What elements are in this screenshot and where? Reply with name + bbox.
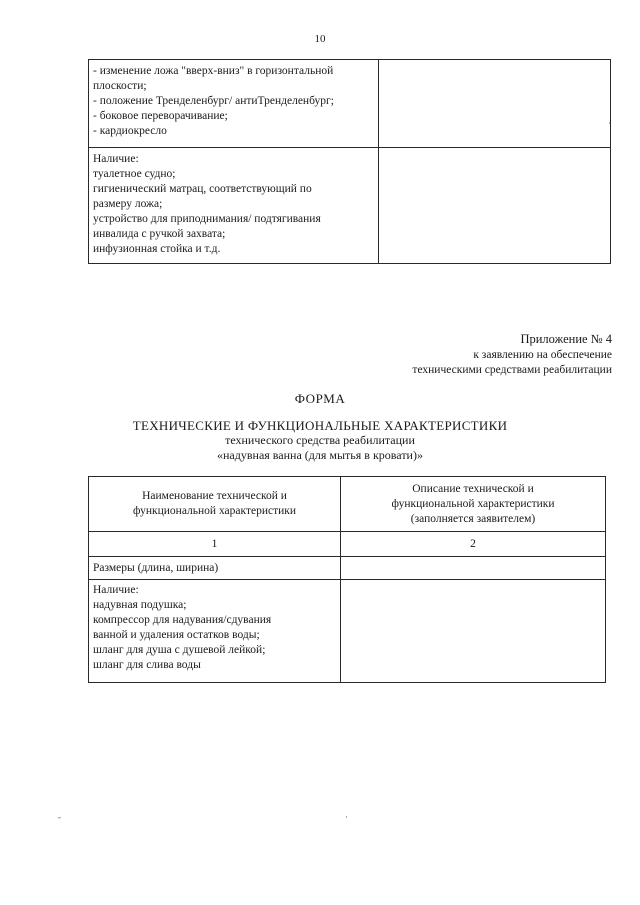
- description-cell[interactable]: [379, 60, 611, 148]
- table-row: [89, 557, 606, 580]
- cell-line: Наличие:: [93, 584, 139, 596]
- cell-line: инвалида с ручкой захвата;: [93, 228, 226, 240]
- appendix-block: [412, 332, 612, 378]
- header-line: функциональной характеристики: [132, 505, 297, 517]
- column-number-row: [89, 532, 606, 557]
- characteristic-cell: [89, 557, 341, 580]
- scan-speck: ·: [608, 118, 611, 128]
- appendix-line: к заявлению на обеспечение: [473, 349, 612, 361]
- table-header-row: [89, 477, 606, 532]
- header-line: функциональной характеристики: [391, 497, 555, 510]
- cell-line: шланг для душа с душевой лейкой;: [93, 644, 266, 656]
- cell-line: Наличие:: [93, 153, 139, 165]
- column-number: 2: [341, 532, 606, 557]
- cell-line: - кардиокресло: [93, 125, 167, 137]
- header-line: Описание технической и: [412, 482, 534, 495]
- column-number: 1: [89, 532, 341, 557]
- description-cell[interactable]: [341, 557, 606, 580]
- page-number: 10: [314, 33, 326, 45]
- heading-sub: технического средства реабилитации: [225, 433, 415, 447]
- cell-line: инфузионная стойка и т.д.: [93, 243, 221, 255]
- cell-line: Размеры (длина, ширина): [93, 561, 219, 574]
- heading-main: ТЕХНИЧЕСКИЕ И ФУНКЦИОНАЛЬНЫЕ ХАРАКТЕРИСТИКИ: [132, 418, 508, 433]
- header-line: (заполняется заявителем): [410, 512, 536, 525]
- table-row: [89, 580, 606, 683]
- header-cell-name: [89, 477, 341, 532]
- continued-table: [88, 59, 611, 264]
- cell-line: размеру ложа;: [93, 198, 163, 210]
- cell-line: - изменение ложа "вверх-вниз" в горизонтальной: [93, 65, 334, 77]
- header-line: Наименование технической и: [142, 490, 287, 502]
- cell-line: шланг для слива воды: [93, 659, 201, 671]
- cell-line: надувная подушка;: [93, 599, 187, 611]
- cell-line: компрессор для надувания/сдувания: [93, 614, 272, 626]
- cell-line: плоскости;: [93, 80, 147, 92]
- heading-sub: «надувная ванна (для мытья в кровати)»: [217, 448, 423, 462]
- description-cell[interactable]: [379, 148, 611, 264]
- characteristic-cell: [89, 580, 341, 683]
- characteristics-table: [88, 476, 606, 683]
- characteristic-cell: [89, 148, 379, 264]
- form-label: ФОРМА: [294, 391, 346, 406]
- scan-speck: ·: [345, 812, 348, 822]
- appendix-title: Приложение № 4: [520, 332, 612, 346]
- header-cell-description: [341, 477, 606, 532]
- cell-line: туалетное судно;: [93, 168, 176, 180]
- cell-line: - боковое переворачивание;: [93, 110, 228, 122]
- cell-line: гигиенический матрац, соответствующий по: [93, 183, 312, 195]
- scan-speck: -: [58, 812, 61, 822]
- cell-line: - положение Тренделенбург/ антиТренделенбург;: [93, 95, 334, 107]
- appendix-line: техническими средствами реабилитации: [412, 364, 612, 376]
- description-cell[interactable]: [341, 580, 606, 683]
- characteristic-cell: [89, 60, 379, 148]
- cell-line: устройство для приподнимания/ подтягивания: [93, 213, 321, 225]
- table-row: [89, 60, 611, 148]
- cell-line: ванной и удаления остатков воды;: [93, 629, 260, 641]
- form-heading: [0, 418, 640, 463]
- table-row: [89, 148, 611, 264]
